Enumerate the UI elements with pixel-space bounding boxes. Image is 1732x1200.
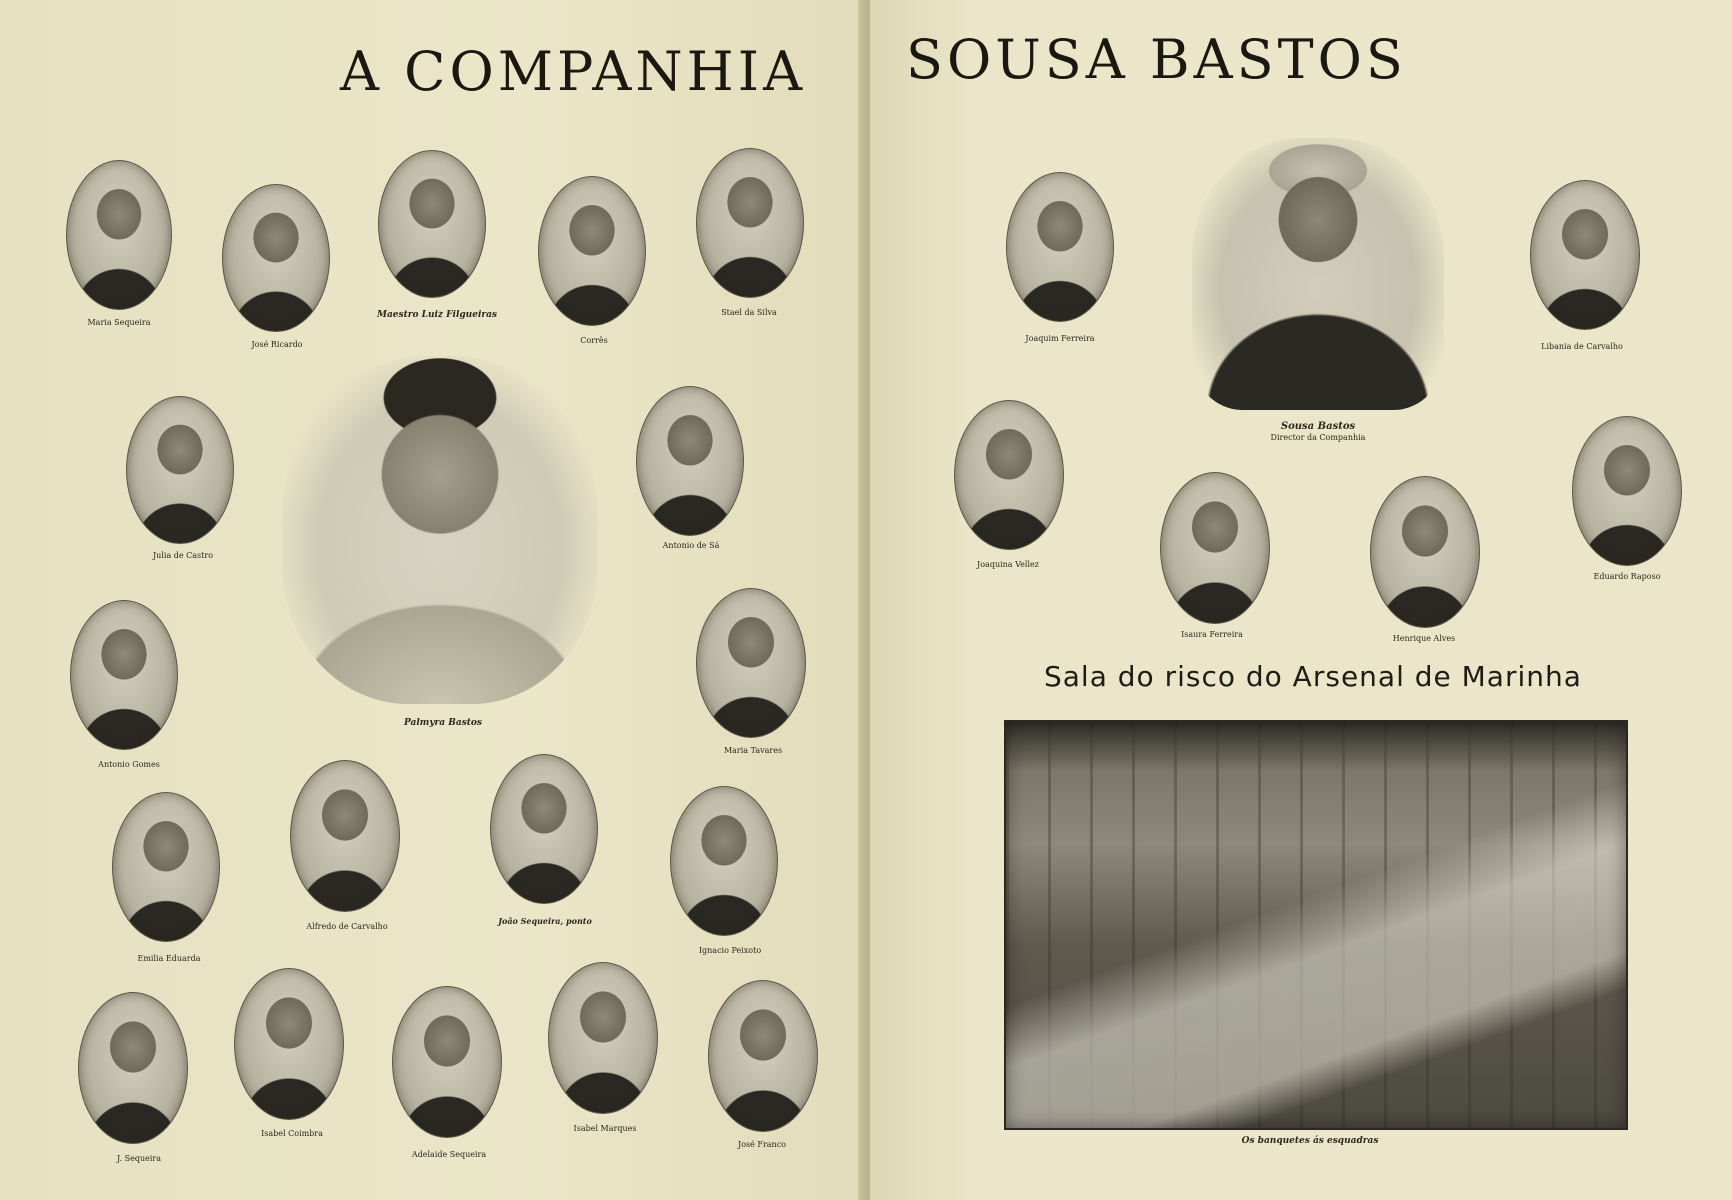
headline-left: A COMPANHIA xyxy=(340,40,807,103)
portrait-sousa-bastos xyxy=(1192,138,1444,410)
caption-joaquina-vellez: Joaquina Vellez xyxy=(977,560,1039,569)
caption-jose-ricardo: José Ricardo xyxy=(251,340,303,349)
portrait-alfredo-de-carvalho xyxy=(290,760,400,912)
headline-right: SOUSA BASTOS xyxy=(906,28,1407,91)
caption-isabel-marques: Isabel Marques xyxy=(573,1124,637,1133)
portrait-ignacio-peixoto xyxy=(670,786,778,936)
caption-maria-tavares: Maria Tavares xyxy=(723,746,783,755)
portrait-eduardo-raposo xyxy=(1572,416,1682,566)
caption-j-sequeira: J. Sequeira xyxy=(116,1154,162,1163)
caption-antonio-gomes: Antonio Gomes xyxy=(98,760,160,769)
portrait-j-sequeira xyxy=(78,992,188,1144)
portrait-jose-franco xyxy=(708,980,818,1132)
caption-maria-sequeira: Maria Sequeira xyxy=(87,318,151,327)
banquet-hall-photo xyxy=(1004,720,1628,1130)
caption-sousa-bastos: Sousa Bastos xyxy=(1280,421,1356,432)
portrait-joaquina-vellez xyxy=(954,400,1064,550)
portrait-antonio-de-sa xyxy=(636,386,744,536)
caption-emilia-eduarda: Emilia Eduarda xyxy=(137,954,201,963)
photo-caption: Os banquetes ás esquadras xyxy=(1241,1136,1379,1146)
portrait-maria-tavares xyxy=(696,588,806,738)
left-page xyxy=(0,0,864,1200)
caption-eduardo-raposo: Eduardo Raposo xyxy=(1593,572,1661,581)
caption-corres: Corrês xyxy=(580,336,608,345)
portrait-luiz-filgueiras xyxy=(378,150,486,298)
caption-adelaide-sequeira: Adelaide Sequeira xyxy=(411,1150,487,1159)
caption-joao-sequeira: João Sequeira, ponto xyxy=(498,916,592,926)
portrait-stael-da-silva xyxy=(696,148,804,298)
caption-isaura-ferreira: Isaura Ferreira xyxy=(1181,630,1243,639)
portrait-joaquim-ferreira xyxy=(1006,172,1114,322)
caption-sousa-bastos-role: Director da Companhia xyxy=(1270,433,1366,442)
caption-julia-de-castro: Julia de Castro xyxy=(152,551,214,560)
caption-stael-da-silva: Stael da Silva xyxy=(721,308,777,317)
portrait-henrique-alves xyxy=(1370,476,1480,628)
caption-ignacio-peixoto: Ignacio Peixoto xyxy=(698,946,762,955)
caption-jose-franco: José Franco xyxy=(738,1140,786,1149)
caption-palmyra-bastos: Palmyra Bastos xyxy=(404,718,482,728)
portrait-isaura-ferreira xyxy=(1160,472,1270,624)
portrait-libania-de-carvalho xyxy=(1530,180,1640,330)
caption-luiz-filgueiras: Maestro Luiz Filgueiras xyxy=(376,310,498,320)
portrait-julia-de-castro xyxy=(126,396,234,544)
portrait-palmyra-bastos xyxy=(282,356,598,704)
caption-libania-de-carvalho: Libania de Carvalho xyxy=(1541,342,1623,351)
portrait-joao-sequeira xyxy=(490,754,598,904)
caption-henrique-alves: Henrique Alves xyxy=(1392,634,1456,643)
portrait-emilia-eduarda xyxy=(112,792,220,942)
portrait-maria-sequeira xyxy=(66,160,172,310)
caption-joaquim-ferreira: Joaquim Ferreira xyxy=(1025,334,1095,343)
portrait-isabel-marques xyxy=(548,962,658,1114)
caption-antonio-de-sa: Antonio de Sá xyxy=(662,541,720,550)
caption-isabel-coimbra: Isabel Coimbra xyxy=(261,1129,323,1138)
portrait-jose-ricardo xyxy=(222,184,330,332)
caption-alfredo-de-carvalho: Alfredo de Carvalho xyxy=(306,922,388,931)
portrait-adelaide-sequeira xyxy=(392,986,502,1138)
portrait-antonio-gomes xyxy=(70,600,178,750)
portrait-corres xyxy=(538,176,646,326)
section-title: Sala do risco do Arsenal de Marinha xyxy=(1044,660,1582,693)
portrait-isabel-coimbra xyxy=(234,968,344,1120)
